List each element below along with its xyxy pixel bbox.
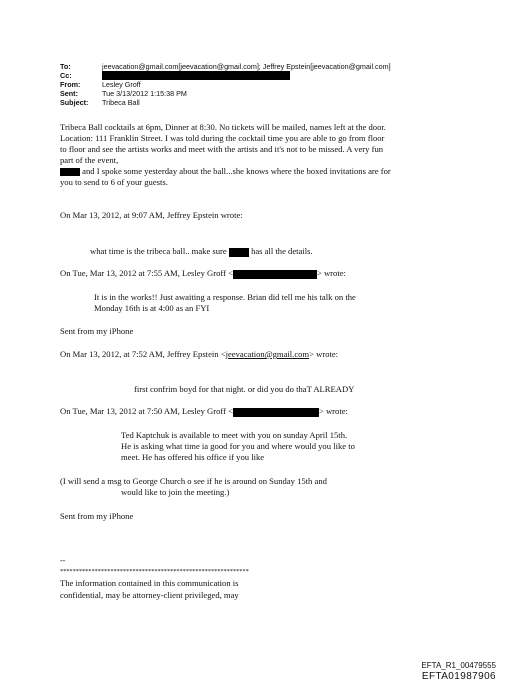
quote-line: meet. He has offered his office if you like — [121, 452, 265, 462]
sent-value: Tue 3/13/2012 1:15:38 PM — [102, 89, 187, 98]
quote-intro-text: > wrote: — [309, 349, 339, 359]
subject-value: Tribeca Ball — [102, 98, 140, 107]
body-line-text: and I spoke some yesterday about the ball...she knows where the boxed invitations are for — [82, 166, 391, 176]
bates-number-secondary: EFTA01987906 — [421, 671, 496, 682]
bates-number-primary: EFTA_R1_00479555 — [421, 661, 496, 670]
quote-intro-text: > wrote: — [318, 406, 348, 416]
cc-label: Cc: — [60, 71, 72, 80]
quote-intro: On Mar 13, 2012, at 9:07 AM, Jeffrey Epstein wrote: — [60, 210, 243, 220]
from-label: From: — [60, 80, 81, 89]
quote-intro — [60, 268, 346, 279]
body-line: Tribeca Ball cocktails at 6pm, Dinner at 8:30. No tickets will be mailed, names left at the door. — [60, 122, 386, 132]
body-line: Location: 111 Franklin Street. I was told during the cocktail time you are able to go from floor — [60, 133, 385, 143]
to-value: jeevacation@gmail.com[jeevacation@gmail.com]; Jeffrey Epstein[jeevacation@gmail.com] — [102, 62, 391, 71]
quote-intro-text: On Tue, Mar 13, 2012 at 7:55 AM, Lesley Groff < — [60, 268, 233, 278]
quote-intro — [60, 406, 348, 417]
subject-label: Subject: — [60, 98, 89, 107]
quote-line: He is asking what time ia good for you and where would you like to — [121, 441, 355, 451]
quote-line-text: what time is the tribeca ball.. make sure — [90, 246, 227, 256]
confidentiality-line: confidential, may be attorney-client privileged, may — [60, 590, 239, 600]
quote-intro-text: On Tue, Mar 13, 2012 at 7:50 AM, Lesley Groff < — [60, 406, 233, 416]
quote-line: Monday 16th is at 4:00 as an FYI — [94, 303, 210, 313]
redaction-bar — [102, 71, 290, 80]
quote-line — [90, 246, 313, 257]
body-line: you to send to 6 of your guests. — [60, 177, 168, 187]
confidentiality-line: The information contained in this communication is — [60, 578, 239, 588]
from-value: Lesley Groff — [102, 80, 141, 89]
star-divider: ************************************************************ — [60, 568, 249, 575]
quote-line: first confrim boyd for that night. or did you do thaT ALREADY — [134, 384, 355, 394]
body-line — [60, 166, 391, 177]
email-header — [60, 62, 460, 110]
redaction-bar — [229, 248, 249, 257]
quote-intro — [60, 349, 338, 360]
quote-line: It is in the works!! Just awaiting a response. Brian did tell me his talk on the — [94, 292, 356, 302]
sent-from-iphone: Sent from my iPhone — [60, 511, 134, 521]
email-link[interactable]: jeevacation@gmail.com — [225, 349, 310, 359]
body-line: to floor and see the artists works and meet with the artists and it's not to be missed. A very fun — [60, 144, 384, 154]
quote-line: would like to join the meeting.) — [121, 487, 230, 497]
redaction-bar — [60, 168, 80, 176]
body-line: part of the event, — [60, 155, 119, 165]
quote-intro-text: On Mar 13, 2012, at 7:52 AM, Jeffrey Epstein < — [60, 349, 226, 359]
quote-line: Ted Kaptchuk is available to meet with you on sunday April 15th. — [121, 430, 348, 440]
redaction-bar — [233, 270, 317, 279]
redaction-bar — [233, 408, 319, 417]
sent-from-iphone: Sent from my iPhone — [60, 326, 134, 336]
quote-intro-text: > wrote: — [316, 268, 346, 278]
quote-line: (I will send a msg to George Church o see if he is around on Sunday 15th and — [60, 476, 327, 486]
to-label: To: — [60, 62, 71, 71]
sent-label: Sent: — [60, 89, 78, 98]
signature-dashes: -- — [60, 556, 66, 565]
quote-line-text: has all the details. — [251, 246, 313, 256]
